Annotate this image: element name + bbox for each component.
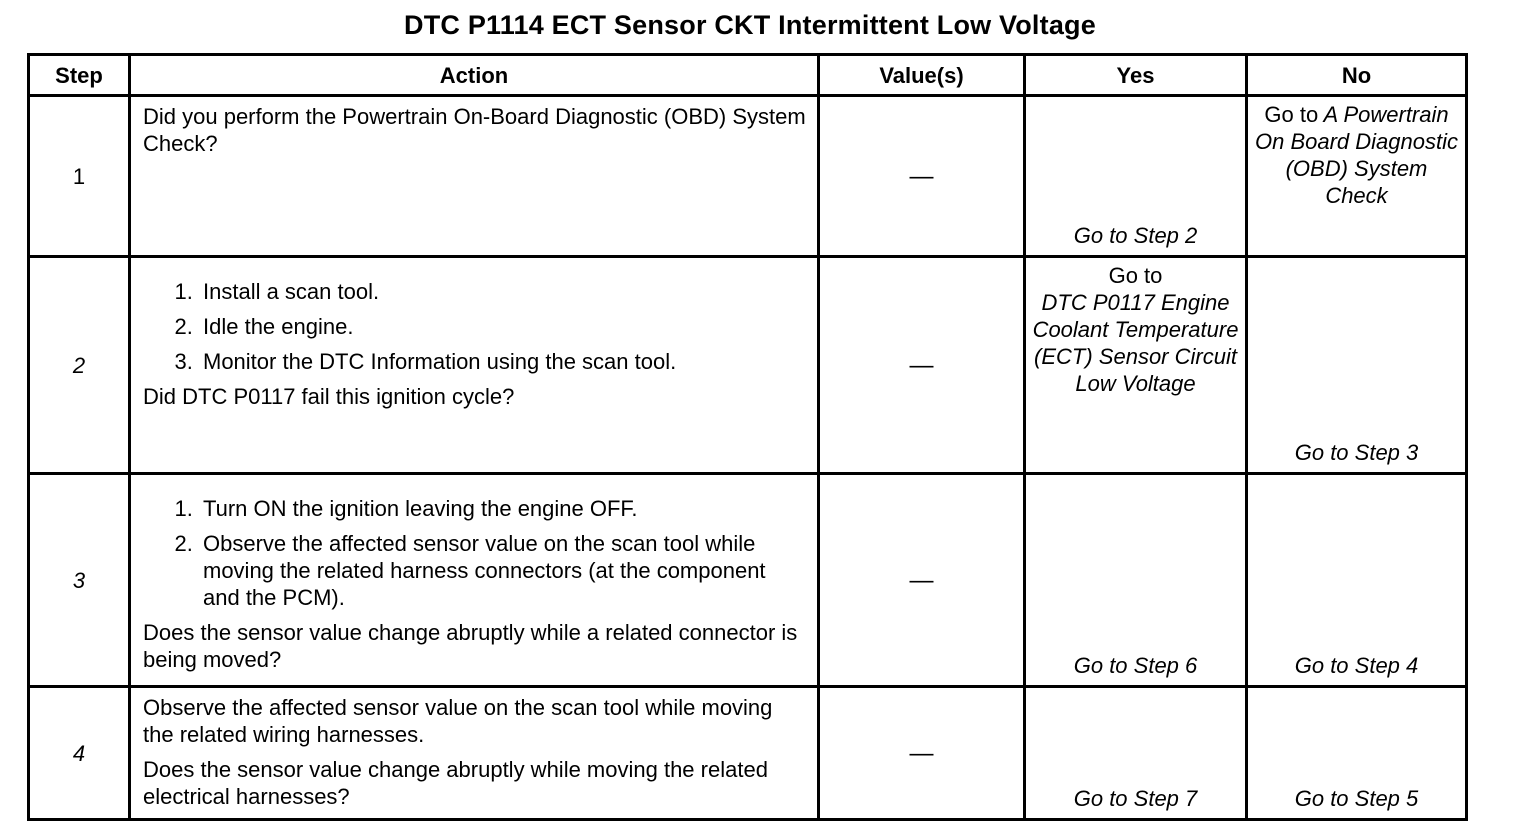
- table-row: [29, 474, 1467, 687]
- action-question: Did you perform the Powertrain On-Board Diagnostic (OBD) System Check?: [143, 104, 806, 156]
- value-cell: —: [819, 474, 1025, 687]
- action-cell: [130, 257, 819, 474]
- action-cell: [130, 96, 819, 257]
- yes-prefix: Go to: [1108, 263, 1163, 288]
- yes-cell: [1025, 257, 1247, 474]
- table-header-row: [29, 55, 1467, 96]
- value-cell: —: [819, 96, 1025, 257]
- action-question: Did DTC P0117 fail this ignition cycle?: [143, 384, 515, 409]
- no-cell: Go to Step 5: [1247, 687, 1467, 820]
- no-link: A Powertrain On Board Diagnostic (OBD) System Check: [1255, 102, 1458, 208]
- action-list: [143, 278, 807, 375]
- no-prefix: Go to: [1264, 102, 1319, 127]
- header-no: No: [1247, 55, 1467, 96]
- table-row: [29, 687, 1467, 820]
- value-cell: —: [819, 687, 1025, 820]
- table-row: [29, 96, 1467, 257]
- yes-link: DTC P0117 Engine Coolant Temperature (ECT) Sensor Circuit Low Voltage: [1032, 290, 1239, 396]
- header-values: Value(s): [819, 55, 1025, 96]
- header-yes: Yes: [1025, 55, 1247, 96]
- no-cell: Go to Step 4: [1247, 474, 1467, 687]
- action-list-item: 2. Observe the affected sensor value on the scan tool while moving the related harness connectors (at the component and the PCM).: [199, 530, 807, 611]
- header-action: Action: [130, 55, 819, 96]
- action-list: [143, 495, 807, 611]
- yes-cell: Go to Step 6: [1025, 474, 1247, 687]
- action-question: Does the sensor value change abruptly while moving the related electrical harnesses?: [143, 757, 768, 809]
- page-title: DTC P1114 ECT Sensor CKT Intermittent Low Voltage: [404, 10, 1096, 40]
- step-number: 1: [29, 96, 130, 257]
- action-paragraph: Observe the affected sensor value on the scan tool while moving the related wiring harnesses.: [143, 695, 773, 747]
- diagnostic-table: [27, 53, 1468, 821]
- yes-cell: Go to Step 7: [1025, 687, 1247, 820]
- action-list-item: 3. Monitor the DTC Information using the scan tool.: [199, 348, 807, 375]
- value-cell: —: [819, 257, 1025, 474]
- step-number: 3: [29, 474, 130, 687]
- table-row: [29, 257, 1467, 474]
- action-list-item: 1. Turn ON the ignition leaving the engine OFF.: [199, 495, 807, 522]
- yes-cell: Go to Step 2: [1025, 96, 1247, 257]
- no-cell: Go to Step 3: [1247, 257, 1467, 474]
- action-question: Does the sensor value change abruptly while a related connector is being moved?: [143, 620, 798, 672]
- action-list-item: 2. Idle the engine.: [199, 313, 807, 340]
- header-step: Step: [29, 55, 130, 96]
- step-number: 2: [29, 257, 130, 474]
- action-cell: [130, 687, 819, 820]
- action-cell: [130, 474, 819, 687]
- action-list-item: 1. Install a scan tool.: [199, 278, 807, 305]
- no-cell: [1247, 96, 1467, 257]
- step-number: 4: [29, 687, 130, 820]
